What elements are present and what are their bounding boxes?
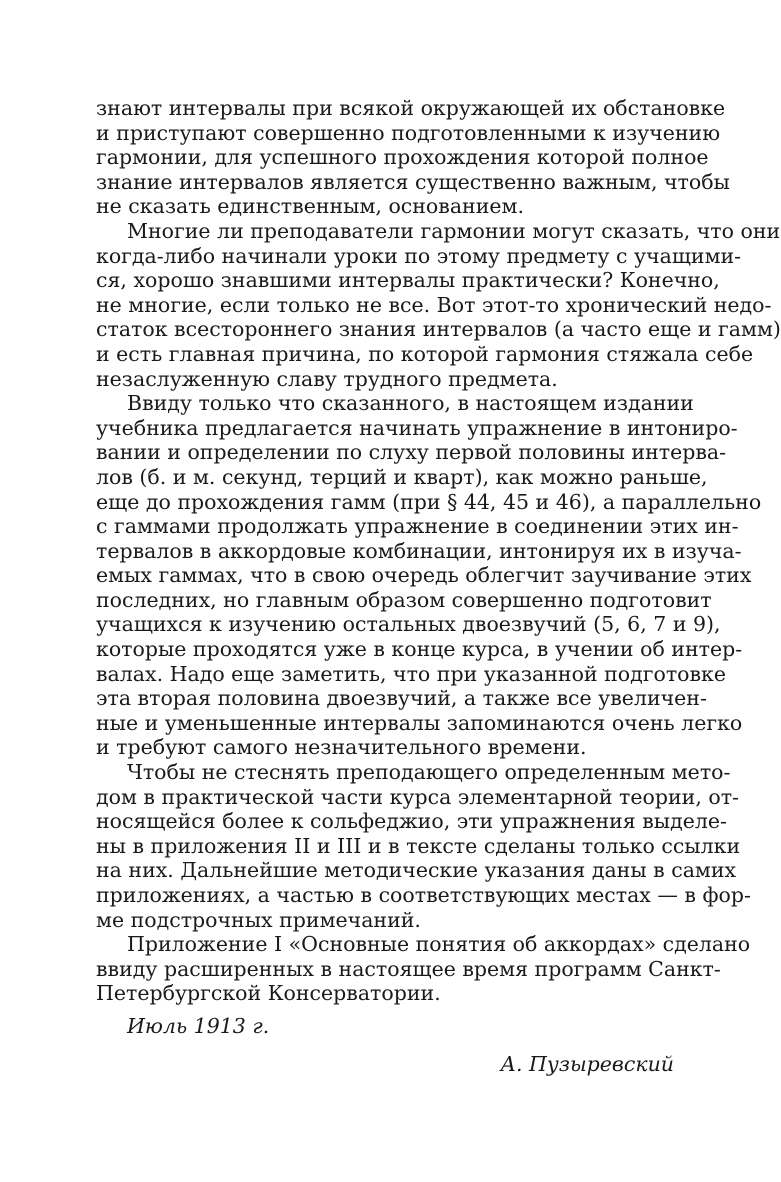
text-line: и требуют самого незначительного времени.: [96, 735, 587, 760]
text-line: ны в приложения II и III и в тексте сделаны только ссылки: [96, 833, 741, 858]
text-line: Петербургской Консерватории.: [96, 981, 441, 1006]
text-line: Приложение I «Основные понятия об аккордах» сделано: [127, 932, 751, 957]
text-line: емых гаммах, что в свою очередь облегчит заучивание этих: [96, 563, 752, 588]
text-line: знание интервалов является существенно важным, чтобы: [96, 169, 730, 194]
text-line: Ввиду только что сказанного, в настоящем издании: [127, 391, 694, 416]
text-line: и есть главная причина, по которой гармония стяжала себе: [96, 341, 754, 366]
text-line: знают интервалы при всякой окружающей их обстановке: [96, 96, 726, 120]
paragraph-4: [96, 760, 751, 932]
text-line: тервалов в аккордовые комбинации, интонируя их в изуча-: [96, 538, 742, 563]
text-line: ся, хорошо знавшими интервалы практически? Конечно,: [96, 268, 720, 293]
text-line: учащихся к изучению остальных двоезвучий (5, 6, 7 и 9),: [96, 612, 721, 637]
text-line: Чтобы не стеснять преподающего определенным мето-: [127, 760, 731, 785]
date: Июль 1913 г.: [127, 1013, 270, 1038]
paragraph-5: [96, 932, 751, 1006]
text-line: ме подстрочных примечаний.: [96, 907, 421, 932]
text-line: приложениях, а частью в соответствующих местах — в фор-: [96, 883, 751, 907]
text-line: дом в практической части курса элементарной теории, от-: [96, 784, 739, 809]
text-line: вании и определении по слуху первой половины интерва-: [96, 440, 727, 465]
text-line: на них. Дальнейшие методические указания даны в самих: [96, 858, 737, 883]
text-line: носящейся более к сольфеджио, эти упражнения выделе-: [96, 809, 727, 834]
paragraph-1: [96, 96, 730, 219]
text-line: когда-либо начинали уроки по этому предмету с учащими-: [96, 243, 742, 268]
text-line: которые проходятся уже в конце курса, в учении об интер-: [96, 637, 743, 662]
text-line: еще до прохождения гамм (при § 44, 45 и 46), а параллельно: [96, 489, 762, 514]
text-line: и приступают совершенно подготовленными к изучению: [96, 120, 721, 145]
paragraph-3: [96, 391, 762, 760]
text-line: ные и уменьшенные интервалы запоминаются очень легко: [96, 710, 743, 735]
text-line: последних, но главным образом совершенно подготовит: [96, 587, 712, 612]
text-column: [96, 96, 781, 1082]
text-line: ввиду расширенных в настоящее время программ Санкт-: [96, 956, 721, 981]
text-line: не многие, если только не все. Вот этот-то хронический недо-: [96, 292, 772, 317]
text-line: учебника предлагается начинать упражнение в интониро-: [96, 415, 738, 440]
paragraph-2: [96, 218, 781, 391]
text-line: с гаммами продолжать упражнение в соединении этих ин-: [96, 514, 739, 539]
text-line: лов (б. и м. секунд, терций и кварт), как можно раньше,: [96, 464, 708, 489]
text-line: Многие ли преподаватели гармонии могут сказать, что они: [127, 218, 781, 243]
text-line: гармонии, для успешного прохождения которой полное: [96, 145, 709, 170]
text-line: незаслуженную славу трудного предмета.: [96, 366, 558, 391]
author-signature: А. Пузыревский: [500, 1051, 674, 1076]
text-line: статок всестороннего знания интервалов (а часто еще и гамм): [96, 317, 781, 342]
text-line: не сказать единственным, основанием.: [96, 194, 524, 219]
text-line: валах. Надо еще заметить, что при указанной подготовке: [96, 661, 726, 686]
text-line: эта вторая половина двоезвучий, а также все увеличен-: [96, 686, 707, 711]
